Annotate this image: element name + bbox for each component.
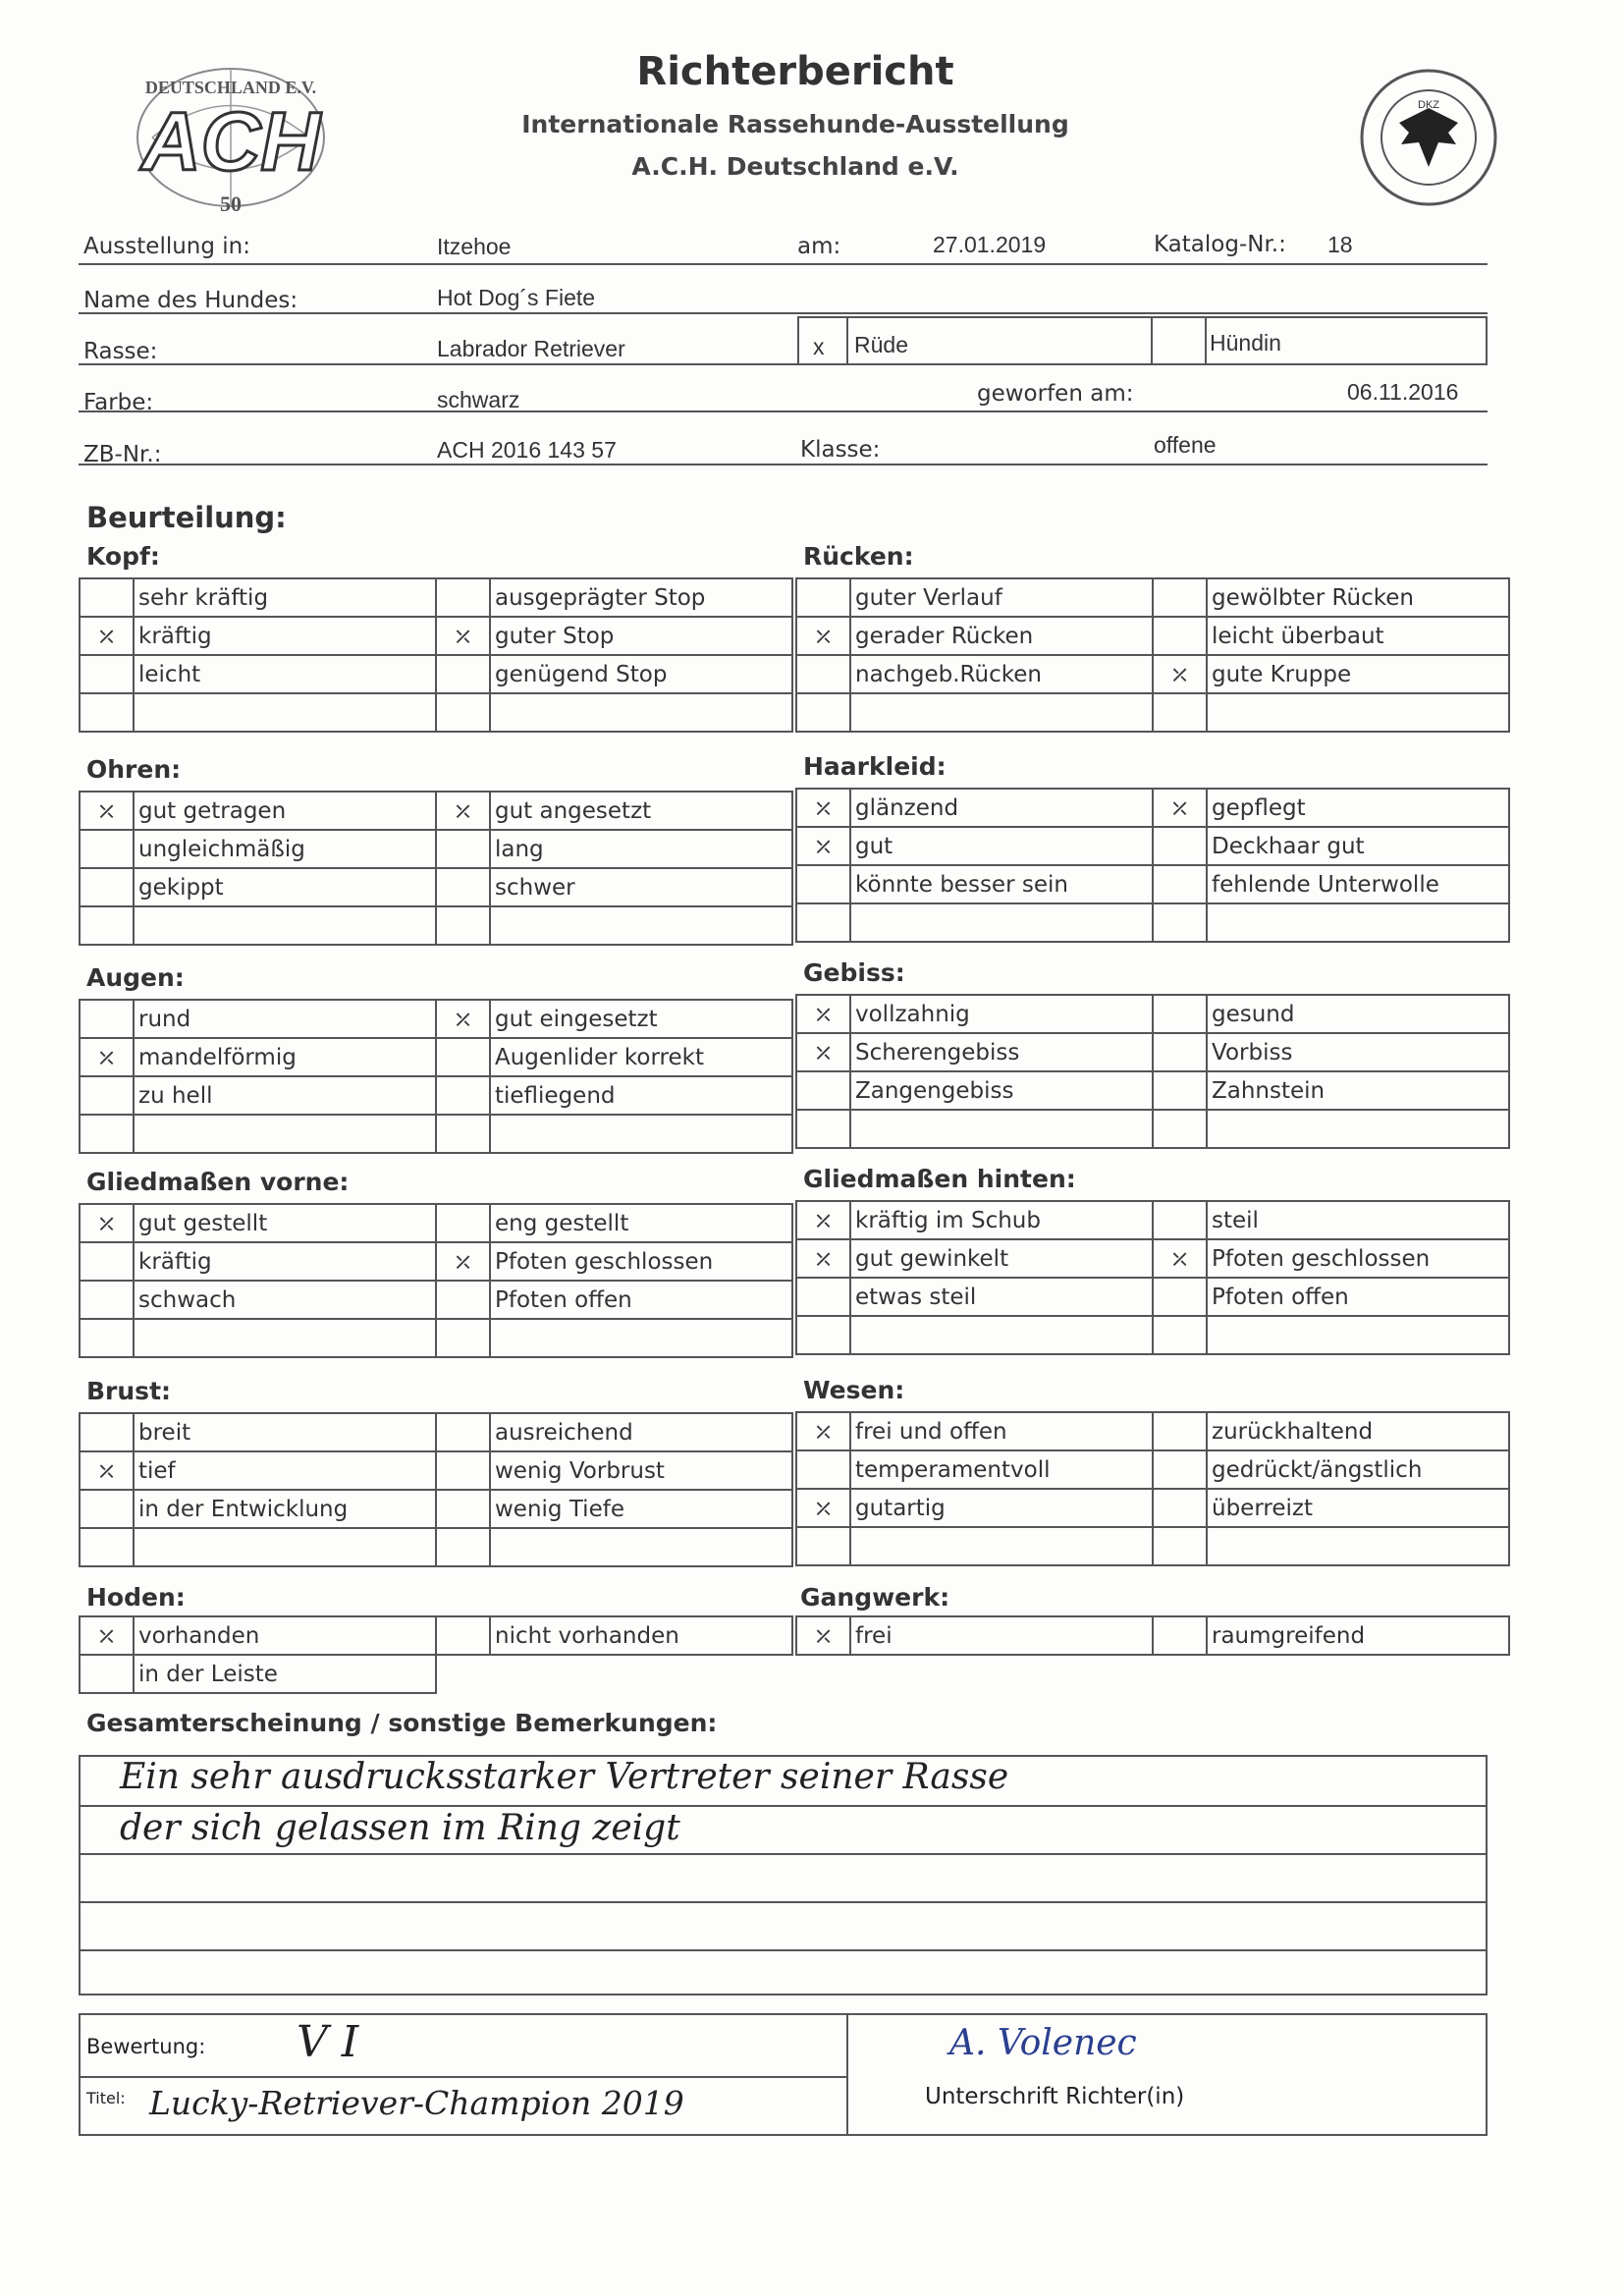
augen-mark[interactable] [80,1115,134,1153]
ohren-mark[interactable] [80,830,134,868]
ruecken-option [850,693,1153,732]
hoden-option-vorhanden: vorhanden [134,1616,436,1655]
haarkleid-mark[interactable] [1153,865,1207,903]
ohren-option: ungleichmäßig [134,830,436,868]
svg-text:ACH: ACH [141,95,320,188]
gangwerk-table [795,1615,1510,1656]
kopf-option: ausgeprägter Stop [490,578,792,617]
augen-mark[interactable] [80,1076,134,1115]
kopf-mark[interactable] [80,655,134,693]
gebiss-option: Zahnstein [1207,1071,1509,1110]
brust-mark[interactable] [80,1490,134,1528]
gebiss-mark[interactable] [796,1110,850,1148]
wesen-mark[interactable]: ⤫ [796,1412,850,1450]
geworfen-value: 06.11.2016 [1347,379,1459,405]
glied-hinten-mark[interactable] [1153,1316,1207,1354]
katalog-label: Katalog-Nr.: [1154,232,1286,257]
bewertung-value: V I [297,2017,359,2067]
ruecken-option: leicht überbaut [1207,617,1509,655]
ohren-option [134,906,436,945]
glied-hinten-mark[interactable] [796,1278,850,1316]
brust-table [79,1412,793,1567]
kopf-table [79,577,793,733]
wesen-mark[interactable]: ⤫ [796,1489,850,1527]
gebiss-title: Gebiss: [803,958,905,987]
hoden-option-leiste: in der Leiste [134,1655,436,1693]
glied-vorne-option: kräftig [134,1242,436,1281]
ruecken-table [795,577,1510,733]
haarkleid-mark[interactable] [1153,827,1207,865]
haarkleid-option: gut [850,827,1153,865]
kopf-mark[interactable] [80,693,134,732]
haarkleid-mark[interactable]: ⤫ [796,789,850,827]
augen-option: gut eingesetzt [490,1000,792,1038]
glied-hinten-mark[interactable]: ⤫ [1153,1239,1207,1278]
haarkleid-option [1207,903,1509,942]
kopf-mark[interactable] [80,578,134,617]
kopf-option: guter Stop [490,617,792,655]
wesen-mark[interactable] [1153,1489,1207,1527]
kopf-mark[interactable]: ⤫ [80,617,134,655]
augen-mark[interactable] [80,1000,134,1038]
glied-vorne-option: Pfoten offen [490,1281,792,1319]
ruecken-mark[interactable]: ⤫ [796,617,850,655]
glied-hinten-title: Gliedmaßen hinten: [803,1165,1076,1193]
gebiss-option: Vorbiss [1207,1033,1509,1071]
wesen-table [795,1411,1510,1566]
glied-vorne-option: schwach [134,1281,436,1319]
ohren-mark[interactable] [80,868,134,906]
svg-text:50: 50 [220,191,242,216]
gangwerk-title: Gangwerk: [800,1583,950,1612]
ruecken-option: guter Verlauf [850,578,1153,617]
glied-vorne-option: eng gestellt [490,1204,792,1242]
ruecken-mark[interactable] [1153,617,1207,655]
dkz-seal [1340,64,1517,211]
hoden-option-nicht-vorhanden: nicht vorhanden [490,1616,792,1655]
augen-mark[interactable]: ⤫ [80,1038,134,1076]
kopf-option: leicht [134,655,436,693]
svg-text:DKZ: DKZ [1418,99,1439,111]
glied-hinten-mark[interactable] [1153,1201,1207,1239]
brust-title: Brust: [86,1377,172,1405]
glied-vorne-title: Gliedmaßen vorne: [86,1168,350,1196]
rasse-value: Labrador Retriever [437,336,625,361]
brust-option [134,1528,436,1566]
gebiss-mark[interactable] [1153,995,1207,1033]
gebiss-mark[interactable] [796,1071,850,1110]
huendin-label: Hündin [1210,330,1281,355]
augen-option [134,1115,436,1153]
ohren-title: Ohren: [86,755,182,784]
ach-logo [83,54,378,226]
titel-label: Titel: [86,2089,126,2107]
haarkleid-mark[interactable] [1153,903,1207,942]
bewertung-label: Bewertung: [86,2035,206,2058]
glied-vorne-mark[interactable]: ⤫ [80,1204,134,1242]
brust-mark[interactable]: ⤫ [80,1451,134,1490]
judge-signature: A. Volenec [949,2023,1137,2063]
ohren-mark[interactable] [436,868,490,906]
gangwerk-option-raumgreifend: raumgreifend [1207,1616,1509,1655]
gebiss-mark[interactable]: ⤫ [796,995,850,1033]
augen-option: mandelförmig [134,1038,436,1076]
wesen-option [850,1527,1153,1565]
glied-hinten-option [850,1316,1153,1354]
glied-hinten-option [1207,1316,1509,1354]
hoden-title: Hoden: [86,1583,186,1612]
haarkleid-option: gepflegt [1207,789,1509,827]
brust-mark[interactable] [80,1413,134,1451]
remarks-line-1: Ein sehr ausdrucksstarker Vertreter seiner Rasse [120,1757,1009,1797]
haarkleid-option: fehlende Unterwolle [1207,865,1509,903]
kopf-mark[interactable] [436,578,490,617]
gebiss-option [850,1110,1153,1148]
hoden-mark-vorhanden[interactable]: ⤫ [80,1616,134,1655]
augen-option [490,1115,792,1153]
rasse-label: Rasse: [83,339,158,364]
glied-hinten-option: Pfoten offen [1207,1278,1509,1316]
kopf-option: kräftig [134,617,436,655]
brust-option: ausreichend [490,1413,792,1451]
klasse-value: offene [1154,432,1217,458]
glied-hinten-mark[interactable]: ⤫ [796,1239,850,1278]
remarks-box[interactable] [79,1755,1488,1995]
haarkleid-mark[interactable]: ⤫ [796,827,850,865]
ruede-label: Rüde [854,332,908,357]
haarkleid-table [795,788,1510,943]
augen-option: zu hell [134,1076,436,1115]
glied-vorne-option [134,1319,436,1357]
ruecken-mark[interactable] [796,655,850,693]
hoden-table [79,1615,793,1694]
gebiss-option: gesund [1207,995,1509,1033]
augen-mark[interactable] [436,1076,490,1115]
beurteilung-heading: Beurteilung: [86,501,287,534]
augen-option: Augenlider korrekt [490,1038,792,1076]
am-value: 27.01.2019 [933,232,1047,257]
ruecken-mark[interactable] [1153,578,1207,617]
wesen-title: Wesen: [803,1376,905,1404]
katalog-value: 18 [1327,232,1353,257]
ausstellung-label: Ausstellung in: [83,234,251,259]
ohren-option: gut getragen [134,792,436,830]
brust-mark[interactable] [436,1451,490,1490]
ruecken-option: gute Kruppe [1207,655,1509,693]
geworfen-label: geworfen am: [977,381,1134,407]
wesen-option [1207,1527,1509,1565]
ruede-mark: x [813,334,825,359]
wesen-option: gutartig [850,1489,1153,1527]
ohren-option: gut angesetzt [490,792,792,830]
ohren-mark[interactable] [80,906,134,945]
ruecken-option [1207,693,1509,732]
ruecken-mark[interactable] [1153,693,1207,732]
glied-hinten-mark[interactable] [1153,1278,1207,1316]
glied-vorne-option: gut gestellt [134,1204,436,1242]
wesen-option: überreizt [1207,1489,1509,1527]
haarkleid-mark[interactable] [796,903,850,942]
augen-mark[interactable]: ⤫ [436,1000,490,1038]
glied-vorne-mark[interactable] [436,1204,490,1242]
glied-vorne-mark[interactable] [80,1242,134,1281]
glied-hinten-option: Pfoten geschlossen [1207,1239,1509,1278]
ohren-mark[interactable]: ⤫ [436,792,490,830]
haarkleid-option [850,903,1153,942]
gebiss-option: vollzahnig [850,995,1153,1033]
glied-hinten-option: etwas steil [850,1278,1153,1316]
gebiss-mark[interactable] [1153,1110,1207,1148]
glied-vorne-mark[interactable] [80,1319,134,1357]
report-title: Richterbericht [636,49,954,94]
glied-hinten-option: steil [1207,1201,1509,1239]
glied-hinten-mark[interactable] [796,1316,850,1354]
ohren-table [79,791,793,946]
wesen-mark[interactable] [1153,1527,1207,1565]
ohren-mark[interactable] [436,906,490,945]
gebiss-option [1207,1110,1509,1148]
kopf-mark[interactable] [436,693,490,732]
brust-mark[interactable] [436,1413,490,1451]
gebiss-mark[interactable] [1153,1033,1207,1071]
brust-mark[interactable] [436,1528,490,1566]
ruecken-option: nachgeb.Rücken [850,655,1153,693]
name-label: Name des Hundes: [83,288,298,313]
augen-option: rund [134,1000,436,1038]
report-subtitle: Internationale Rassehunde-Ausstellung [521,110,1069,138]
hoden-mark-leiste[interactable] [80,1655,134,1693]
brust-option: tief [134,1451,436,1490]
remarks-line-2: der sich gelassen im Ring zeigt [120,1808,680,1848]
ruecken-option: gerader Rücken [850,617,1153,655]
wesen-option: temperamentvoll [850,1450,1153,1489]
ohren-mark[interactable] [436,830,490,868]
titel-value: Lucky-Retriever-Champion 2019 [149,2084,684,2122]
kopf-option [134,693,436,732]
gangwerk-option-frei: frei [850,1616,1153,1655]
glied-vorne-mark[interactable] [436,1319,490,1357]
huendin-checkbox[interactable] [1151,316,1205,365]
ohren-option [490,906,792,945]
ohren-mark[interactable]: ⤫ [80,792,134,830]
gebiss-mark[interactable]: ⤫ [796,1033,850,1071]
wesen-option: zurückhaltend [1207,1412,1509,1450]
brust-option: wenig Vorbrust [490,1451,792,1490]
remarks-title: Gesamterscheinung / sonstige Bemerkungen: [86,1709,718,1737]
brust-mark[interactable] [436,1490,490,1528]
haarkleid-option: Deckhaar gut [1207,827,1509,865]
brust-option [490,1528,792,1566]
wesen-option: frei und offen [850,1412,1153,1450]
haarkleid-option: glänzend [850,789,1153,827]
ruecken-mark[interactable]: ⤫ [1153,655,1207,693]
augen-table [79,999,793,1154]
wesen-option: gedrückt/ängstlich [1207,1450,1509,1489]
farbe-label: Farbe: [83,390,154,415]
ruecken-option: gewölbter Rücken [1207,578,1509,617]
gangwerk-mark-raumgreifend[interactable] [1153,1616,1207,1655]
glied-vorne-mark[interactable]: ⤫ [436,1242,490,1281]
kopf-option: genügend Stop [490,655,792,693]
kopf-option: sehr kräftig [134,578,436,617]
ausstellung-value: Itzehoe [437,234,512,259]
kopf-title: Kopf: [86,542,160,571]
haarkleid-mark[interactable]: ⤫ [1153,789,1207,827]
gebiss-option: Zangengebiss [850,1071,1153,1110]
glied-vorne-mark[interactable] [80,1281,134,1319]
klasse-label: Klasse: [800,437,881,463]
zb-label: ZB-Nr.: [83,442,162,467]
svg-text:DEUTSCHLAND E.V.: DEUTSCHLAND E.V. [144,78,317,97]
ohren-option: schwer [490,868,792,906]
brust-mark[interactable] [80,1528,134,1566]
gangwerk-mark-frei[interactable]: ⤫ [796,1616,850,1655]
augen-mark[interactable] [436,1115,490,1153]
ohren-option: gekippt [134,868,436,906]
ruecken-mark[interactable] [796,578,850,617]
wesen-mark[interactable] [796,1527,850,1565]
glied-hinten-option: kräftig im Schub [850,1201,1153,1239]
ruecken-mark[interactable] [796,693,850,732]
glied-vorne-option [490,1319,792,1357]
augen-option: tiefliegend [490,1076,792,1115]
gebiss-table [795,994,1510,1149]
kopf-mark[interactable] [436,655,490,693]
glied-hinten-mark[interactable]: ⤫ [796,1201,850,1239]
hoden-mark-nicht-vorhanden[interactable] [436,1616,490,1655]
haarkleid-option: könnte besser sein [850,865,1153,903]
haarkleid-title: Haarkleid: [803,752,947,781]
augen-mark[interactable] [436,1038,490,1076]
kopf-mark[interactable]: ⤫ [436,617,490,655]
gebiss-mark[interactable] [1153,1071,1207,1110]
augen-title: Augen: [86,963,185,992]
organization-name: A.C.H. Deutschland e.V. [631,152,959,181]
glied-hinten-table [795,1200,1510,1355]
brust-option: in der Entwicklung [134,1490,436,1528]
brust-option: wenig Tiefe [490,1490,792,1528]
glied-hinten-option: gut gewinkelt [850,1239,1153,1278]
wesen-mark[interactable] [796,1450,850,1489]
wesen-mark[interactable] [1153,1450,1207,1489]
am-label: am: [797,234,841,259]
wesen-mark[interactable] [1153,1412,1207,1450]
farbe-value: schwarz [437,387,520,412]
zb-value: ACH 2016 143 57 [437,437,617,463]
glied-vorne-mark[interactable] [436,1281,490,1319]
haarkleid-mark[interactable] [796,865,850,903]
gebiss-option: Scherengebiss [850,1033,1153,1071]
name-value: Hot Dog´s Fiete [437,285,596,310]
kopf-option [490,693,792,732]
brust-option: breit [134,1413,436,1451]
ohren-option: lang [490,830,792,868]
glied-vorne-option: Pfoten geschlossen [490,1242,792,1281]
unterschrift-label: Unterschrift Richter(in) [925,2084,1185,2109]
ruecken-title: Rücken: [803,542,914,571]
glied-vorne-table [79,1203,793,1358]
footer-box [79,2013,1488,2136]
